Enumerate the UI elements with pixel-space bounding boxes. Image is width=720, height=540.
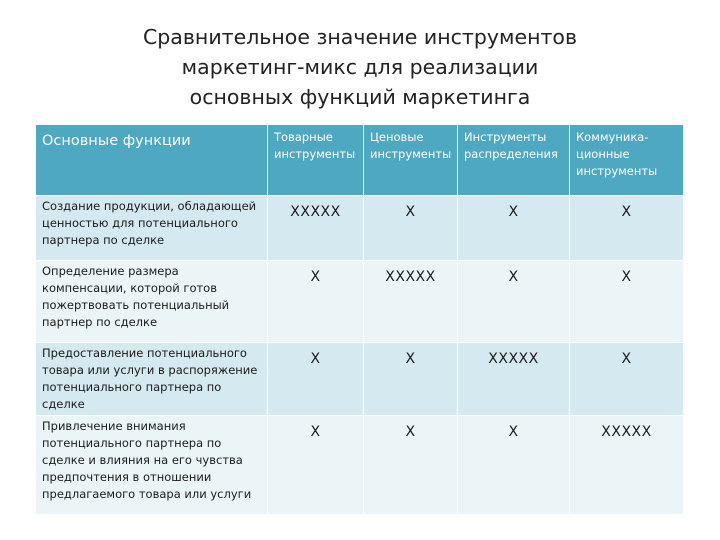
row-mark-communication: X [570, 343, 684, 416]
row-mark-distribution: X [458, 261, 570, 343]
row-mark-price: X [364, 416, 458, 515]
slide-title [60, 22, 660, 112]
title-line-1: Сравнительное значение инструментов [142, 25, 578, 49]
row-mark-price: X [364, 196, 458, 261]
header-product-tools: Товарные инструменты [268, 125, 364, 196]
row-mark-product: X [268, 261, 364, 343]
header-distribution-tools: Инструменты распределения [458, 125, 570, 196]
header-price-tools: Ценовые инструменты [364, 125, 458, 196]
row-mark-product: X [268, 343, 364, 416]
row-mark-product: XXXXX [268, 196, 364, 261]
table-row [36, 416, 684, 515]
row-mark-communication: XXXXX [570, 416, 684, 515]
row-function: Определение размера компенсации, которой готов пожертвовать потенциальный партнер по сделке [36, 261, 268, 343]
table-row [36, 261, 684, 343]
header-functions: Основные функции [36, 125, 268, 196]
row-mark-product: X [268, 416, 364, 515]
row-function: Привлечение внимания потенциального партнера по сделке и влияния на его чувства предпочтения в отношении предлагаемого товара или услуги [36, 416, 268, 515]
row-mark-communication: X [570, 261, 684, 343]
table-header-row [36, 125, 684, 196]
title-line-3: основных функций маркетинга [189, 85, 531, 109]
row-mark-distribution: X [458, 416, 570, 515]
row-mark-communication: X [570, 196, 684, 261]
row-mark-price: X [364, 343, 458, 416]
header-communication-tools: Коммуника-ционные инструменты [570, 125, 684, 196]
row-mark-price: XXXXX [364, 261, 458, 343]
row-function: Предоставление потенциального товара или услуги в распоряжение потенциального партнера по сделке [36, 343, 268, 416]
table-row [36, 196, 684, 261]
row-mark-distribution: XXXXX [458, 343, 570, 416]
title-line-2: маркетинг-микс для реализации [181, 55, 539, 79]
row-mark-distribution: X [458, 196, 570, 261]
table-row [36, 343, 684, 416]
comparison-table [36, 125, 684, 515]
row-function: Создание продукции, обладающей ценностью для потенциального партнера по сделке [36, 196, 268, 261]
